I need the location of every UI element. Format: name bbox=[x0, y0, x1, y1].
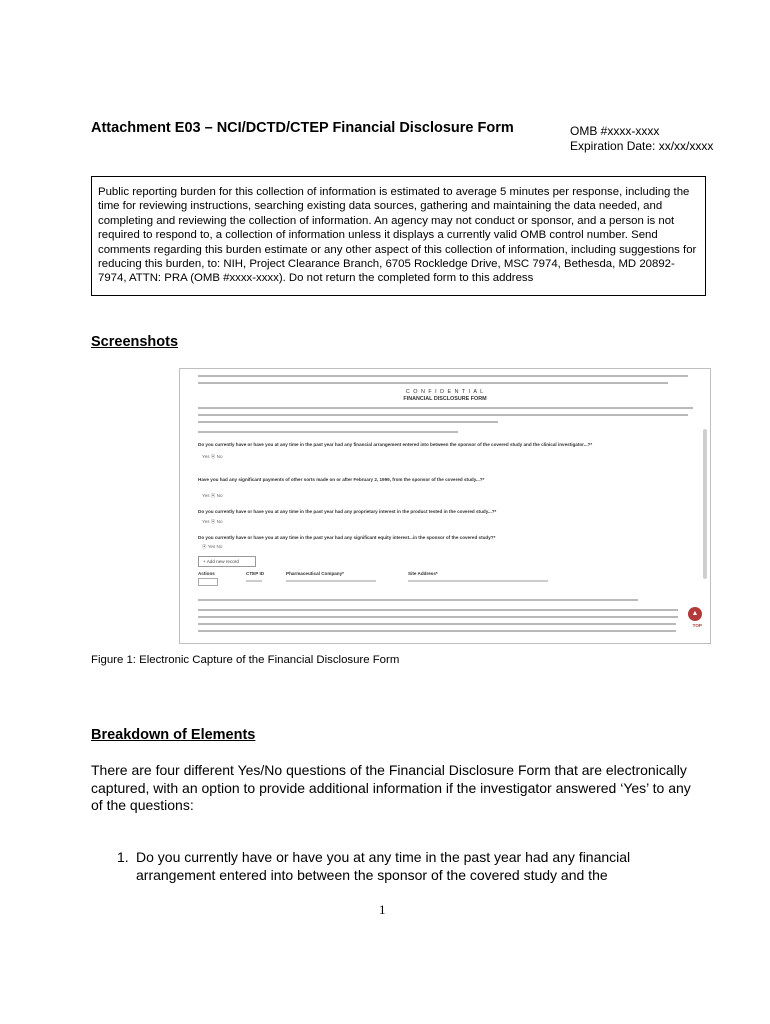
screenshots-heading: Screenshots bbox=[91, 334, 179, 350]
list-item-number: 1. bbox=[117, 849, 129, 865]
table-header-site-address: Site Address* bbox=[408, 571, 438, 576]
page-number: 1 bbox=[379, 902, 386, 917]
table-header-company: Pharmaceutical Company* bbox=[286, 571, 344, 576]
text-line bbox=[198, 623, 676, 625]
text-line bbox=[198, 407, 693, 409]
table-header-actions: Actions bbox=[198, 571, 215, 576]
text-line bbox=[198, 431, 458, 433]
text-line bbox=[198, 630, 676, 632]
omb-number: OMB #xxxx-xxxx bbox=[570, 124, 660, 138]
row-action-button[interactable] bbox=[198, 578, 218, 586]
text-line bbox=[198, 609, 678, 611]
question-2-radio[interactable]: Yes ⦿ No bbox=[202, 493, 223, 498]
breakdown-intro: There are four different Yes/No questions of the Financial Disclosure Form that are electronically captured, with an option to provide additional information if the investigator answered ‘Yes’ to any of the questions: bbox=[91, 762, 691, 813]
question-1: Do you currently have or have you at any time in the past year had any financial arrangement entered into between the sponsor of the covered study and the clinical investigator...?* bbox=[198, 442, 593, 447]
breakdown-heading: Breakdown of Elements bbox=[91, 727, 256, 743]
expiration-date: Expiration Date: xx/xx/xxxx bbox=[570, 139, 714, 153]
form-screenshot bbox=[179, 368, 711, 644]
table-cell bbox=[408, 580, 548, 582]
add-record-button[interactable]: + Add new record bbox=[198, 556, 256, 567]
question-4: Do you currently have or have you at any time in the past year had any significant equity interest...in the sponsor of the covered study?* bbox=[198, 535, 496, 540]
text-line bbox=[198, 599, 638, 601]
table-header-ctep-id: CTEP ID bbox=[246, 571, 265, 576]
page-title: Attachment E03 – NCI/DCTD/CTEP Financial Disclosure Form bbox=[91, 120, 514, 136]
list-item: Do you currently have or have you at any time in the past year had any financial arrangement entered into between the sponsor of the covered study and the bbox=[136, 849, 631, 883]
table-cell bbox=[286, 580, 376, 582]
top-label[interactable]: TOP bbox=[692, 623, 702, 628]
text-line bbox=[198, 421, 498, 423]
text-line bbox=[198, 382, 668, 384]
text-line bbox=[198, 616, 678, 618]
question-1-radio[interactable]: Yes ⦿ No bbox=[202, 454, 223, 459]
question-4-radio[interactable]: ⦿ Yes No bbox=[202, 544, 223, 549]
chevron-up-icon[interactable]: ▲ bbox=[688, 607, 702, 621]
figure-caption: Figure 1: Electronic Capture of the Financial Disclosure Form bbox=[91, 654, 400, 666]
form-title: FINANCIAL DISCLOSURE FORM bbox=[403, 396, 487, 402]
question-3: Do you currently have or have you at any time in the past year had any proprietary interest in the product tested in the covered study...?* bbox=[198, 509, 497, 514]
text-line bbox=[198, 414, 688, 416]
scrollbar[interactable] bbox=[703, 429, 707, 579]
omb-info bbox=[570, 124, 713, 154]
question-2: Have you had any significant payments of other sorts made on or after February 2, 1999, from the sponsor of the covered study...?* bbox=[198, 477, 485, 482]
text-line bbox=[198, 375, 688, 377]
table-cell bbox=[246, 580, 262, 582]
burden-statement: Public reporting burden for this collection of information is estimated to average 5 minutes per response, including the time for reviewing instructions, searching existing data sources, gathering and maintaining the data needed, and completing and reviewing the collection of information. An agency may not conduct or sponsor, and a person is not required to respond to, a collection of information unless it displays a currently valid OMB control number. Send comments regarding this burden estimate or any other aspect of this collection of information, including suggestions for reducing this burden, to: NIH, Project Clearance Branch, 6705 Rockledge Drive, MSC 7974, Bethesda, MD 20892-7974, ATTN: PRA (OMB #xxxx-xxxx). Do not return the completed form to this address bbox=[91, 176, 706, 296]
confidential-banner: C O N F I D E N T I A L bbox=[405, 389, 485, 395]
question-3-radio[interactable]: Yes ⦿ No bbox=[202, 519, 223, 524]
